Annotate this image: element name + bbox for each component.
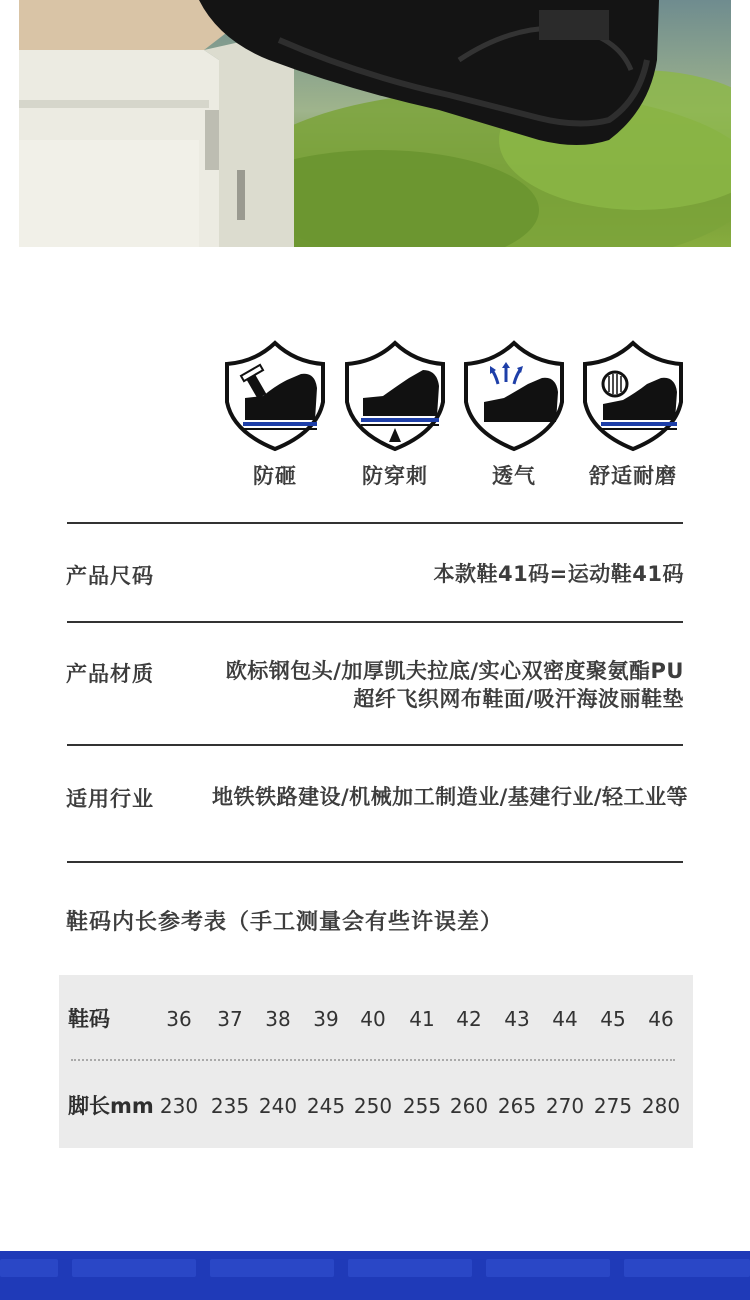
anti-puncture-shield-icon [343,340,447,452]
anti-smash-shield-icon [223,340,327,452]
banner-stripe [624,1259,750,1277]
feature-anti-puncture [335,340,455,490]
size-cell: 41 [409,1007,435,1031]
size-cell: 37 [217,1007,243,1031]
feature-label: 舒适耐磨 [589,464,677,488]
length-cell: 240 [258,1094,298,1118]
breathable-shield-icon [462,340,566,452]
size-cell: 39 [313,1007,339,1031]
length-cell: 260 [449,1094,489,1118]
divider [67,522,683,524]
bottom-banner [0,1251,750,1300]
feature-label: 防穿刺 [362,464,428,488]
shoe-on-cabinet-photo [19,0,731,247]
size-cell: 46 [648,1007,674,1031]
spec-material-label: 产品材质 [66,662,154,686]
comfort-wear-resistant-shield-icon [581,340,685,452]
size-row-label: 鞋码 [68,1007,110,1031]
banner-stripe [486,1259,610,1277]
size-cell: 40 [360,1007,386,1031]
spec-material-line1: 欧标钢包头/加厚凯夫拉底/实心双密度聚氨酯PU [225,659,684,683]
banner-stripe [72,1259,196,1277]
length-cell: 270 [545,1094,585,1118]
size-cell: 42 [456,1007,482,1031]
length-cell: 255 [402,1094,442,1118]
size-cell: 43 [504,1007,530,1031]
feature-comfort-wear [573,340,693,490]
length-cell: 235 [210,1094,250,1118]
size-cell: 38 [265,1007,291,1031]
length-cell: 250 [353,1094,393,1118]
size-row [59,999,693,1039]
divider [67,861,683,863]
product-photo [19,0,731,247]
feature-badges [0,340,750,500]
spec-industry-label: 适用行业 [66,787,154,811]
feature-label: 防砸 [253,464,297,488]
size-cell: 45 [600,1007,626,1031]
spec-material-line2: 超纤飞织网布鞋面/吸汗海波丽鞋垫 [353,687,684,711]
banner-stripe [0,1259,58,1277]
divider [67,744,683,746]
size-chart-title: 鞋码内长参考表（手工测量会有些许误差） [66,910,504,935]
size-cell: 44 [552,1007,578,1031]
length-cell: 275 [593,1094,633,1118]
length-row-label: 脚长mm [68,1094,154,1118]
dotted-divider [71,1059,675,1061]
banner-stripe [348,1259,472,1277]
length-cell: 230 [159,1094,199,1118]
spec-size-label: 产品尺码 [66,564,154,588]
feature-breathable [454,340,574,490]
spec-industry-value: 地铁铁路建设/机械加工制造业/基建行业/轻工业等 [211,785,688,809]
size-cell: 36 [166,1007,192,1031]
length-row [59,1086,693,1126]
divider [67,621,683,623]
length-cell: 245 [306,1094,346,1118]
feature-label: 透气 [492,464,536,488]
length-cell: 280 [641,1094,681,1118]
spec-material-value [226,657,684,713]
spec-size-value: 本款鞋41码=运动鞋41码 [433,562,684,586]
size-chart-table [59,975,693,1148]
length-cell: 265 [497,1094,537,1118]
feature-anti-smash [215,340,335,490]
banner-stripe [210,1259,334,1277]
